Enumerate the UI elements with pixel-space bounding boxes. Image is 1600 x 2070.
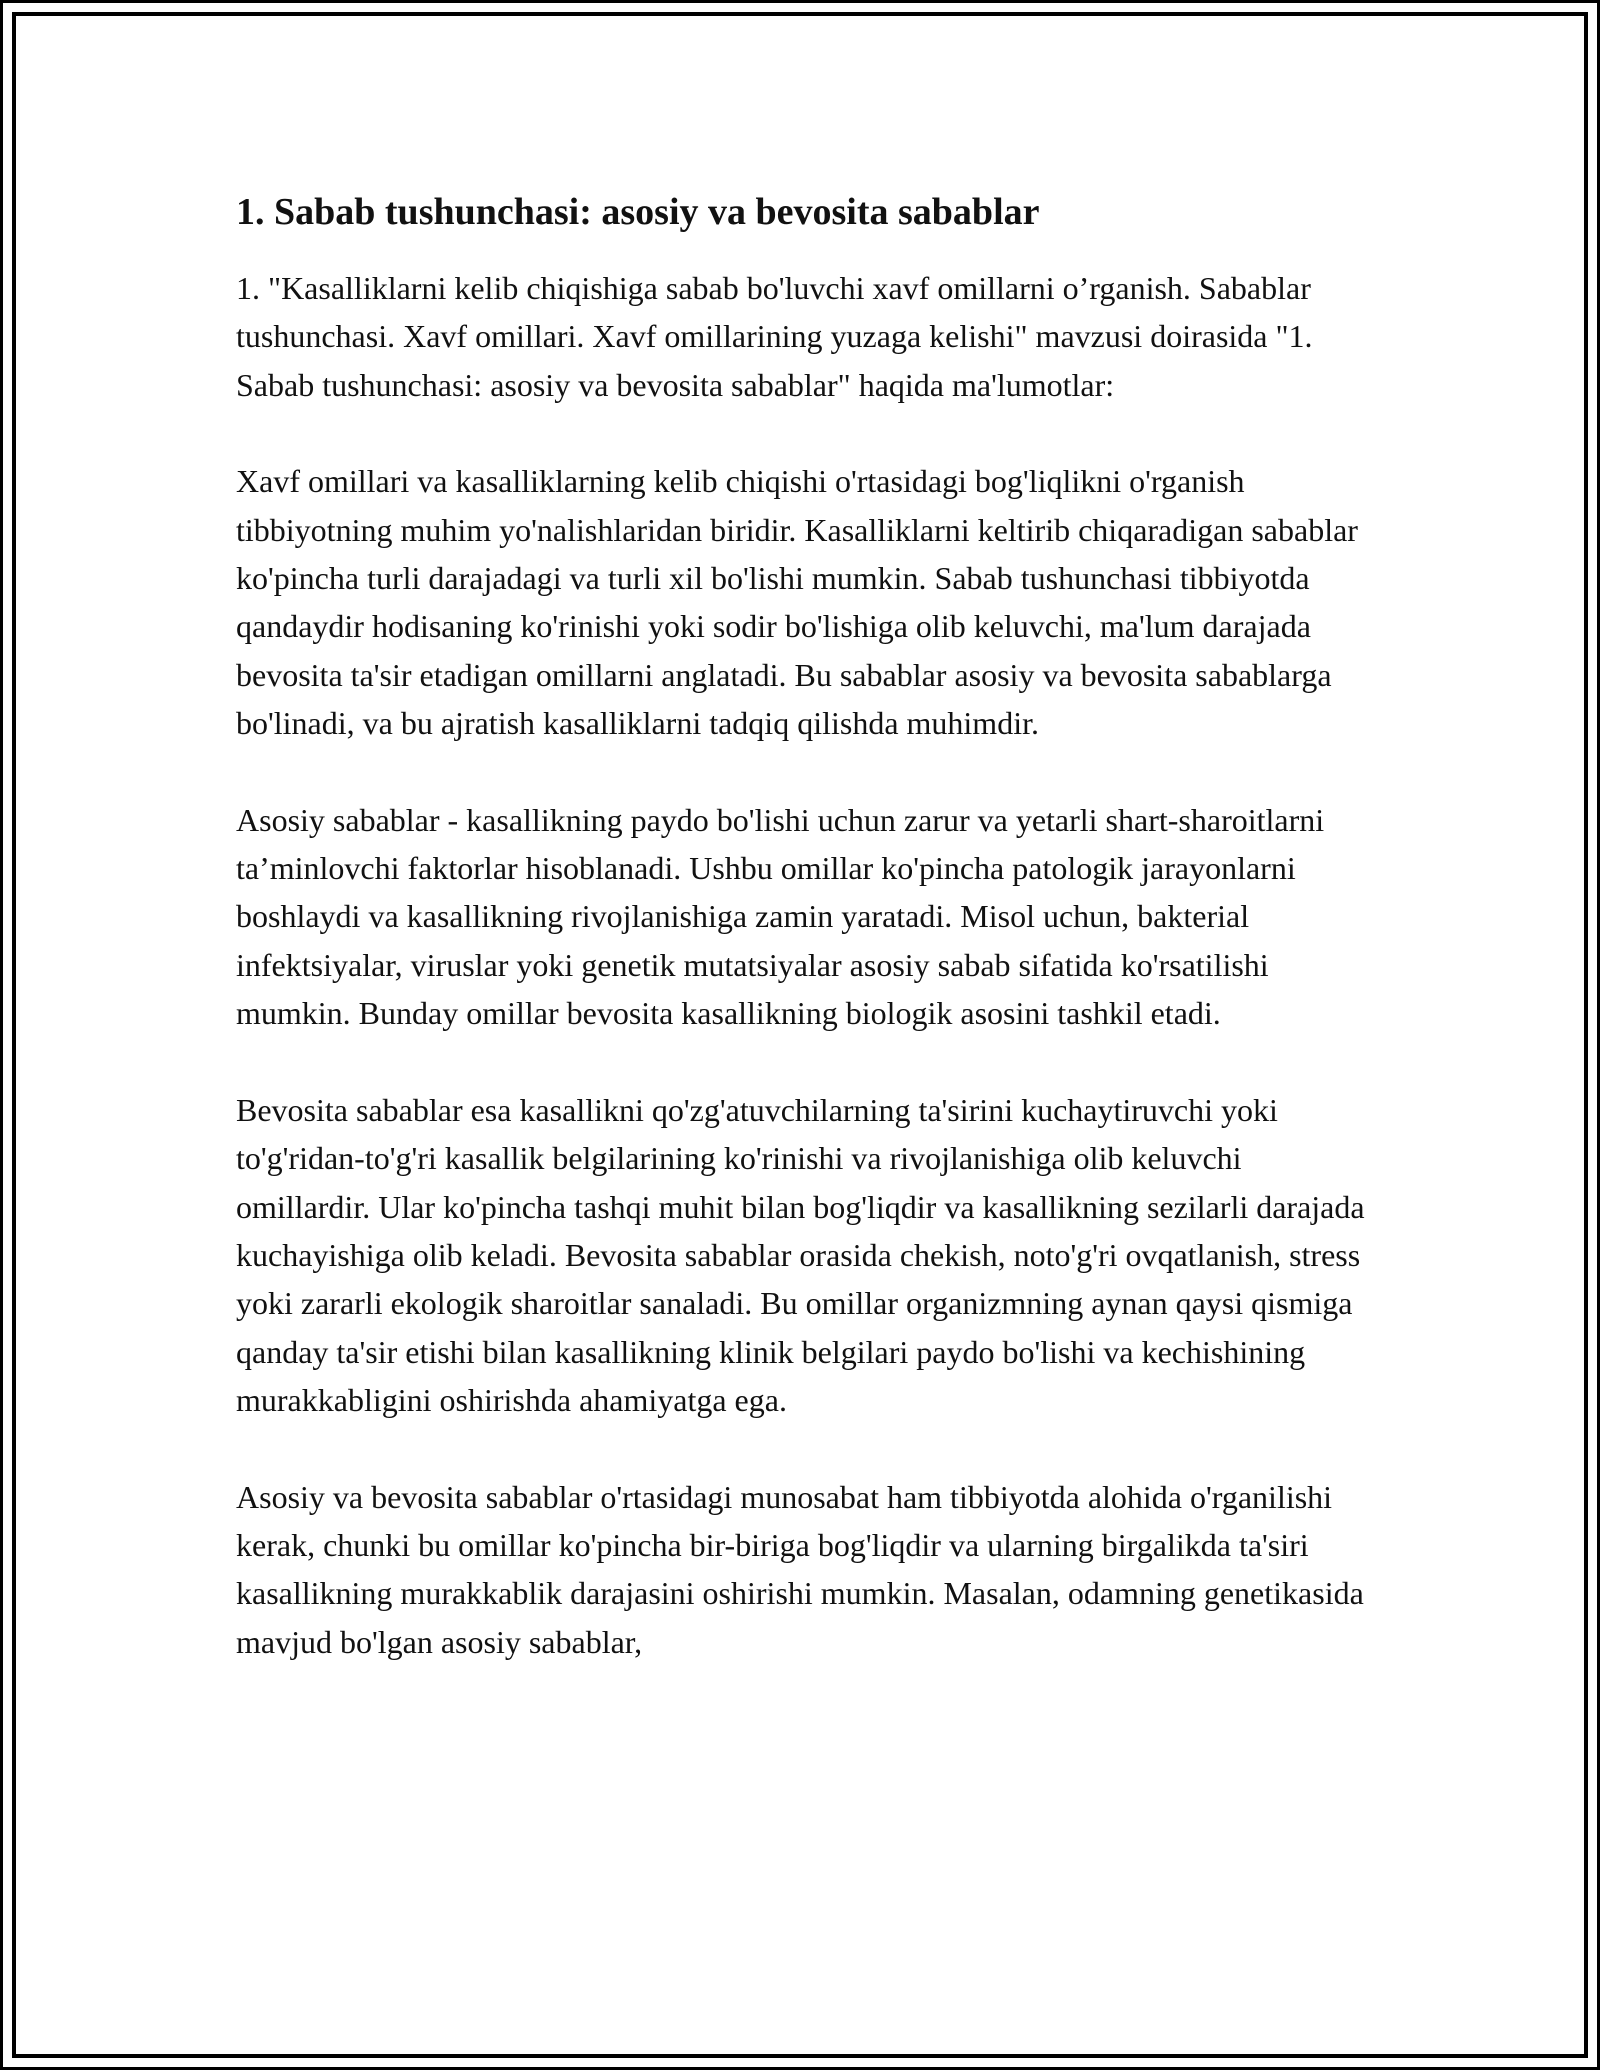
paragraph-main-causes: Asosiy sabablar - kasallikning paydo bo'lishi uchun zarur va yetarli shart-sharoitlarni ta’minlovchi faktorlar hisoblanadi. Ushbu omillar ko'pincha patologik jarayonlarni boshlaydi va kasallikning rivojlanishiga zamin yaratadi. Misol uchun, bakterial infektsiyalar, viruslar yoki genetik mutatsiyalar asosiy sabab sifatida ko'rsatilishi mumkin. Bunday omillar bevosita kasallikning biologik asosini tashkil etadi. bbox=[236, 801, 1325, 1032]
paragraph-direct-causes: Bevosita sabablar esa kasallikni qo'zg'atuvchilarning ta'sirini kuchaytiruvchi yoki to'g'ridan-to'g'ri kasallik belgilarining ko'rinishi va rivojlanishiga olib keluvchi omillardir. Ular ko'pincha tashqi muhit bilan bog'liqdir va kasallikning sezilarli darajada kuchayishiga olib keladi. Bevosita sabablar orasida chekish, noto'g'ri ovqatlanish, stress yoki zararli ekologik sharoitlar sanaladi. Bu omillar organizmning aynan qaysi qismiga qanday ta'sir etishi bilan kasallikning klinik belgilari paydo bo'lishi va kechishining murakkabligini oshirishda ahamiyatga ega. bbox=[236, 1091, 1365, 1419]
document-body bbox=[236, 186, 1376, 1714]
section-heading: 1. Sabab tushunchasi: asosiy va bevosita sabablar bbox=[236, 191, 1040, 233]
paragraph-intro: 1. "Kasalliklarni kelib chiqishiga sabab bo'luvchi xavf omillarni o’rganish. Sabablar tushunchasi. Xavf omillari. Xavf omillarining yuzaga kelishi" mavzusi doirasida "1. Sabab tushunchasi: asosiy va bevosita sabablar" haqida ma'lumotlar: bbox=[236, 270, 1313, 403]
paragraph-risk-factors: Xavf omillari va kasalliklarning kelib chiqishi o'rtasidagi bog'liqlikni o'rganish tibbiyotning muhim yo'nalishlaridan biridir. Kasalliklarni keltirib chiqaradigan sabablar ko'pincha turli darajadagi va turli xil bo'lishi mumkin. Sabab tushunchasi tibbiyotda qandaydir hodisaning ko'rinishi yoki sodir bo'lishiga olib keluvchi, ma'lum darajada bevosita ta'sir etadigan omillarni anglatadi. Bu sabablar asosiy va bevosita sabablarga bo'linadi, va bu ajratish kasalliklarni tadqiq qilishda muhimdir. bbox=[236, 463, 1358, 742]
paragraph-relationship: Asosiy va bevosita sabablar o'rtasidagi munosabat ham tibbiyotda alohida o'rganilishi kerak, chunki bu omillar ko'pincha bir-biriga bog'liqdir va ularning birgalikda ta'siri kasallikning murakkablik darajasini oshirishi mumkin. Masalan, odamning genetikasida mavjud bo'lgan asosiy sabablar, bbox=[236, 1478, 1364, 1660]
